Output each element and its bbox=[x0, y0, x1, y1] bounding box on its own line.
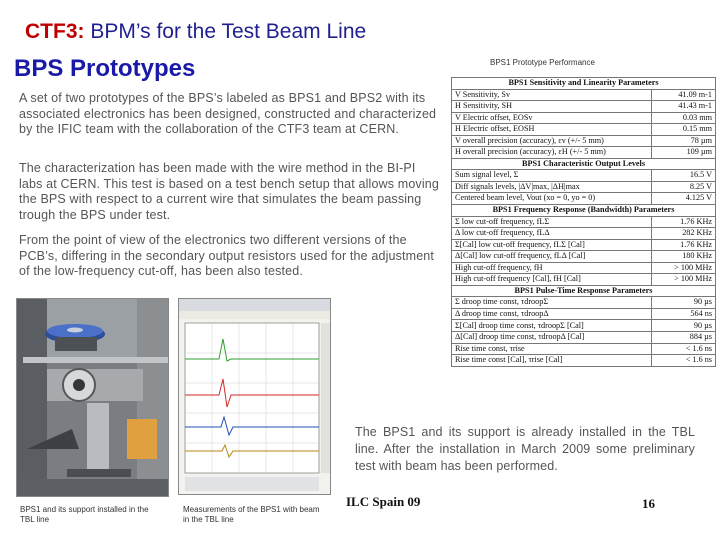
parameter-value: 90 µs bbox=[652, 297, 716, 309]
parameter-label: Δ[Cal] droop time const, τdroopΔ [Cal] bbox=[452, 332, 652, 344]
section-heading-cell: BPS1 Sensitivity and Linearity Parameters bbox=[452, 78, 716, 90]
table-row bbox=[452, 308, 716, 320]
table-row bbox=[452, 274, 716, 286]
table-row bbox=[452, 332, 716, 344]
parameter-value: 0.15 mm bbox=[652, 124, 716, 136]
section-heading-cell: BPS1 Characteristic Output Levels bbox=[452, 158, 716, 170]
table-row bbox=[452, 170, 716, 182]
photo-caption-measurement: Measurements of the BPS1 with beam in the TBL line bbox=[183, 505, 320, 524]
parameter-label: H overall precision (accuracy), εH (+/- 5 mm) bbox=[452, 147, 652, 159]
parameter-label: Δ droop time const, τdroopΔ bbox=[452, 308, 652, 320]
section-heading-cell: BPS1 Pulse-Time Response Parameters bbox=[452, 285, 716, 297]
parameter-label: Δ[Cal] low cut-off frequency, fLΔ [Cal] bbox=[452, 251, 652, 263]
table-row bbox=[452, 251, 716, 263]
table-row bbox=[452, 297, 716, 309]
parameter-label: Σ[Cal] low cut-off frequency, fLΣ [Cal] bbox=[452, 239, 652, 251]
parameter-label: Σ low cut-off frequency, fLΣ bbox=[452, 216, 652, 228]
parameter-value: 180 KHz bbox=[652, 251, 716, 263]
photo-caption-installation: BPS1 and its support installed in the TBL line bbox=[20, 505, 149, 524]
parameter-label: Σ droop time const, τdroopΣ bbox=[452, 297, 652, 309]
parameter-label: H Sensitivity, SH bbox=[452, 101, 652, 113]
page-number: 16 bbox=[642, 496, 655, 511]
paragraph-installation: The BPS1 and its support is already installed in the TBL line. After the installation in March 2009 some preliminary test with beam has been performed. bbox=[355, 425, 695, 473]
performance-table bbox=[451, 77, 716, 367]
oscilloscope-screen-image bbox=[179, 299, 331, 495]
parameter-label: Rise time const, τrise bbox=[452, 343, 652, 355]
table-row bbox=[452, 355, 716, 367]
title-text: BPM’s for the Test Beam Line bbox=[84, 20, 367, 43]
table-row bbox=[452, 239, 716, 251]
table-row bbox=[452, 320, 716, 332]
table-caption: BPS1 Prototype Performance bbox=[490, 58, 595, 67]
parameter-value: 90 µs bbox=[652, 320, 716, 332]
parameter-value: 8.25 V bbox=[652, 181, 716, 193]
bps-installation-image bbox=[17, 299, 169, 497]
table-row bbox=[452, 112, 716, 124]
parameter-value: 1.76 KHz bbox=[652, 216, 716, 228]
table-row bbox=[452, 89, 716, 101]
parameter-value: 109 µm bbox=[652, 147, 716, 159]
parameter-value: 0.03 mm bbox=[652, 112, 716, 124]
table-section-heading bbox=[452, 205, 716, 217]
parameter-label: Diff signals levels, |ΔV|max, |ΔH|max bbox=[452, 181, 652, 193]
slide-subtitle: BPS Prototypes bbox=[14, 55, 196, 82]
parameter-label: High cut-off frequency, fH bbox=[452, 262, 652, 274]
slide-title bbox=[25, 20, 366, 44]
parameter-value: 41.09 m-1 bbox=[652, 89, 716, 101]
parameter-label: Centered beam level, Vout (xo = 0, yo = 0) bbox=[452, 193, 652, 205]
parameter-value: < 1.6 ns bbox=[652, 355, 716, 367]
parameter-value: 1.76 KHz bbox=[652, 239, 716, 251]
parameter-value: 41.43 m-1 bbox=[652, 101, 716, 113]
parameter-label: V Sensitivity, Sv bbox=[452, 89, 652, 101]
section-heading-cell: BPS1 Frequency Response (Bandwidth) Parameters bbox=[452, 205, 716, 217]
parameter-label: V overall precision (accuracy), εv (+/- 5 mm) bbox=[452, 135, 652, 147]
parameter-label: Σ[Cal] droop time const, τdroopΣ [Cal] bbox=[452, 320, 652, 332]
parameter-label: H Electric offset, EOSH bbox=[452, 124, 652, 136]
table-row bbox=[452, 181, 716, 193]
table-row bbox=[452, 124, 716, 136]
table-row bbox=[452, 343, 716, 355]
parameter-value: 564 ns bbox=[652, 308, 716, 320]
parameter-value: 282 KHz bbox=[652, 228, 716, 240]
table-section-heading bbox=[452, 158, 716, 170]
parameter-label: V Electric offset, EOSv bbox=[452, 112, 652, 124]
table-row bbox=[452, 228, 716, 240]
bps-installation-photo bbox=[16, 298, 169, 497]
parameter-value: < 1.6 ns bbox=[652, 343, 716, 355]
table-row bbox=[452, 193, 716, 205]
parameter-value: 78 µm bbox=[652, 135, 716, 147]
table-row bbox=[452, 147, 716, 159]
parameter-label: Sum signal level, Σ bbox=[452, 170, 652, 182]
paragraph-characterization: The characterization has been made with the wire method in the BI-PI labs at CERN. This test is based on a test bench setup that allows moving the BPS with respect to a current wire that simulates the beam passing trough the BPS under test. bbox=[19, 161, 439, 222]
table-row bbox=[452, 135, 716, 147]
title-accent: CTF3: bbox=[25, 20, 85, 43]
paragraph-electronics: From the point of view of the electronics two different versions of the PCB’s, differing in the secondary output resistors used for the adjustment of the low-frequency cut-off, has been also tested. bbox=[19, 233, 435, 278]
parameter-value: 884 µs bbox=[652, 332, 716, 344]
footer-event: ILC Spain 09 bbox=[346, 494, 421, 509]
table-row bbox=[452, 262, 716, 274]
parameter-value: 4.125 V bbox=[652, 193, 716, 205]
table-section-heading bbox=[452, 285, 716, 297]
parameter-value: > 100 MHz bbox=[652, 274, 716, 286]
oscilloscope-measurement-photo bbox=[178, 298, 331, 495]
parameter-value: 16.5 V bbox=[652, 170, 716, 182]
table-row bbox=[452, 216, 716, 228]
parameter-label: Δ low cut-off frequency, fLΔ bbox=[452, 228, 652, 240]
paragraph-prototypes: A set of two prototypes of the BPS’s labeled as BPS1 and BPS2 with its associated electronics has been designed, constructed and characterized by the IFIC team with the collaboration of the CTF3 team at CERN. bbox=[19, 91, 437, 136]
parameter-label: High cut-off frequency [Cal], fH [Cal] bbox=[452, 274, 652, 286]
table-section-heading bbox=[452, 78, 716, 90]
table-row bbox=[452, 101, 716, 113]
parameter-value: > 100 MHz bbox=[652, 262, 716, 274]
parameter-label: Rise time const [Cal], τrise [Cal] bbox=[452, 355, 652, 367]
